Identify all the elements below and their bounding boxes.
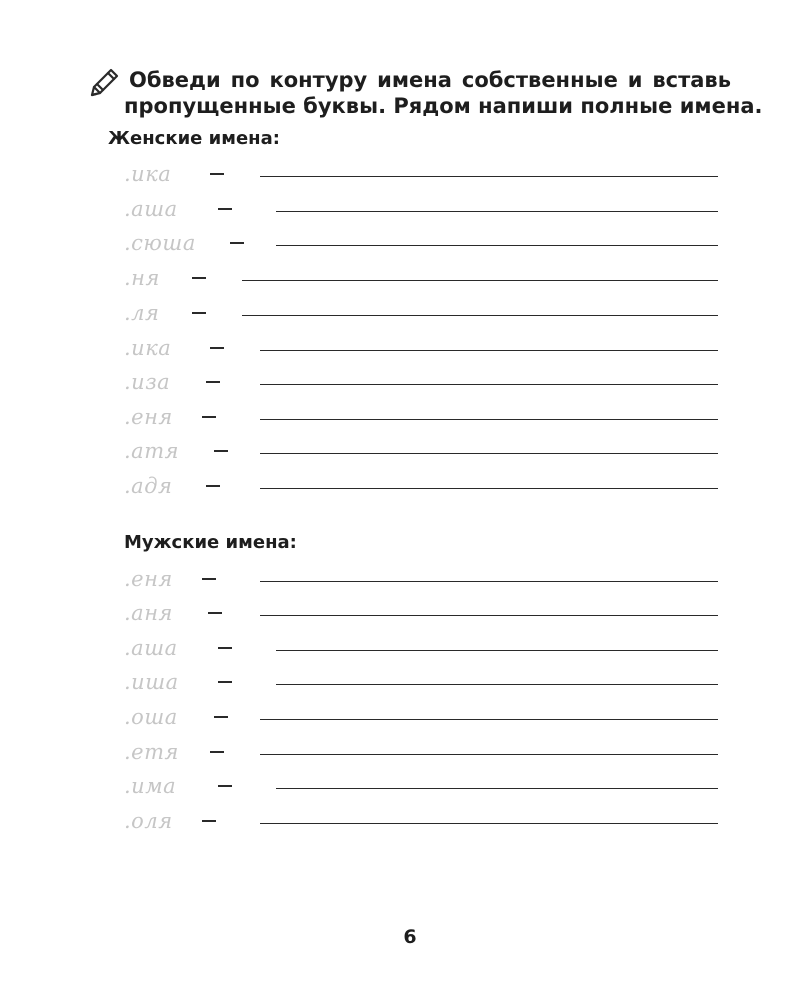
answer-line[interactable] bbox=[260, 384, 718, 385]
female-name-row bbox=[0, 197, 800, 231]
dash bbox=[218, 208, 232, 210]
dash bbox=[202, 416, 216, 418]
dash bbox=[202, 820, 216, 822]
female-name-row bbox=[0, 301, 800, 335]
dash bbox=[202, 578, 216, 580]
answer-line[interactable] bbox=[260, 719, 718, 720]
female-name-row bbox=[0, 474, 800, 508]
answer-line[interactable] bbox=[242, 315, 718, 316]
male-name-row bbox=[0, 740, 800, 774]
answer-line[interactable] bbox=[260, 453, 718, 454]
female-name-row bbox=[0, 370, 800, 404]
dash bbox=[218, 785, 232, 787]
answer-line[interactable] bbox=[260, 823, 718, 824]
female-name-row bbox=[0, 405, 800, 439]
answer-line[interactable] bbox=[260, 615, 718, 616]
name-fragment: .еня bbox=[124, 405, 173, 429]
name-fragment: .ля bbox=[124, 301, 160, 325]
dash bbox=[210, 347, 224, 349]
name-fragment: .адя bbox=[124, 474, 173, 498]
female-name-row bbox=[0, 336, 800, 370]
answer-line[interactable] bbox=[276, 788, 718, 789]
name-fragment: .аша bbox=[124, 197, 178, 221]
answer-line[interactable] bbox=[276, 650, 718, 651]
dash bbox=[210, 173, 224, 175]
answer-line[interactable] bbox=[276, 684, 718, 685]
name-fragment: .сюша bbox=[124, 231, 196, 255]
dash bbox=[210, 751, 224, 753]
name-fragment: .етя bbox=[124, 740, 179, 764]
dash bbox=[192, 312, 206, 314]
name-fragment: .оша bbox=[124, 705, 178, 729]
female-name-row bbox=[0, 439, 800, 473]
answer-line[interactable] bbox=[276, 245, 718, 246]
dash bbox=[208, 612, 222, 614]
dash bbox=[192, 277, 206, 279]
answer-line[interactable] bbox=[242, 280, 718, 281]
name-fragment: .иша bbox=[124, 670, 179, 694]
male-name-row bbox=[0, 809, 800, 843]
dash bbox=[230, 242, 244, 244]
dash bbox=[214, 450, 228, 452]
female-name-row bbox=[0, 231, 800, 265]
pencil-icon bbox=[84, 64, 120, 100]
female-names-title: Женские имена: bbox=[108, 128, 280, 149]
name-fragment: .ика bbox=[124, 162, 172, 186]
instruction-line-1: Обведи по контуру имена собственные и вставь bbox=[129, 68, 731, 92]
male-name-row bbox=[0, 705, 800, 739]
answer-line[interactable] bbox=[260, 754, 718, 755]
male-name-row bbox=[0, 670, 800, 704]
answer-line[interactable] bbox=[260, 350, 718, 351]
instruction-line-2: пропущенные буквы. Рядом напиши полные имена. bbox=[124, 94, 763, 118]
dash bbox=[218, 681, 232, 683]
name-fragment: .има bbox=[124, 774, 177, 798]
answer-line[interactable] bbox=[260, 176, 718, 177]
answer-line[interactable] bbox=[260, 419, 718, 420]
male-name-row bbox=[0, 774, 800, 808]
answer-line[interactable] bbox=[276, 211, 718, 212]
name-fragment: .атя bbox=[124, 439, 180, 463]
name-fragment: .оля bbox=[124, 809, 173, 833]
dash bbox=[206, 485, 220, 487]
page-number: 6 bbox=[403, 926, 417, 948]
female-name-row bbox=[0, 266, 800, 300]
name-fragment: .аша bbox=[124, 636, 178, 660]
male-name-row bbox=[0, 636, 800, 670]
dash bbox=[214, 716, 228, 718]
name-fragment: .ика bbox=[124, 336, 172, 360]
male-name-row bbox=[0, 567, 800, 601]
answer-line[interactable] bbox=[260, 488, 718, 489]
name-fragment: .аня bbox=[124, 601, 173, 625]
name-fragment: .иза bbox=[124, 370, 171, 394]
female-name-row bbox=[0, 162, 800, 196]
name-fragment: .ня bbox=[124, 266, 160, 290]
dash bbox=[206, 381, 220, 383]
male-name-row bbox=[0, 601, 800, 635]
male-names-title: Мужские имена: bbox=[124, 532, 297, 553]
dash bbox=[218, 647, 232, 649]
answer-line[interactable] bbox=[260, 581, 718, 582]
name-fragment: .еня bbox=[124, 567, 173, 591]
